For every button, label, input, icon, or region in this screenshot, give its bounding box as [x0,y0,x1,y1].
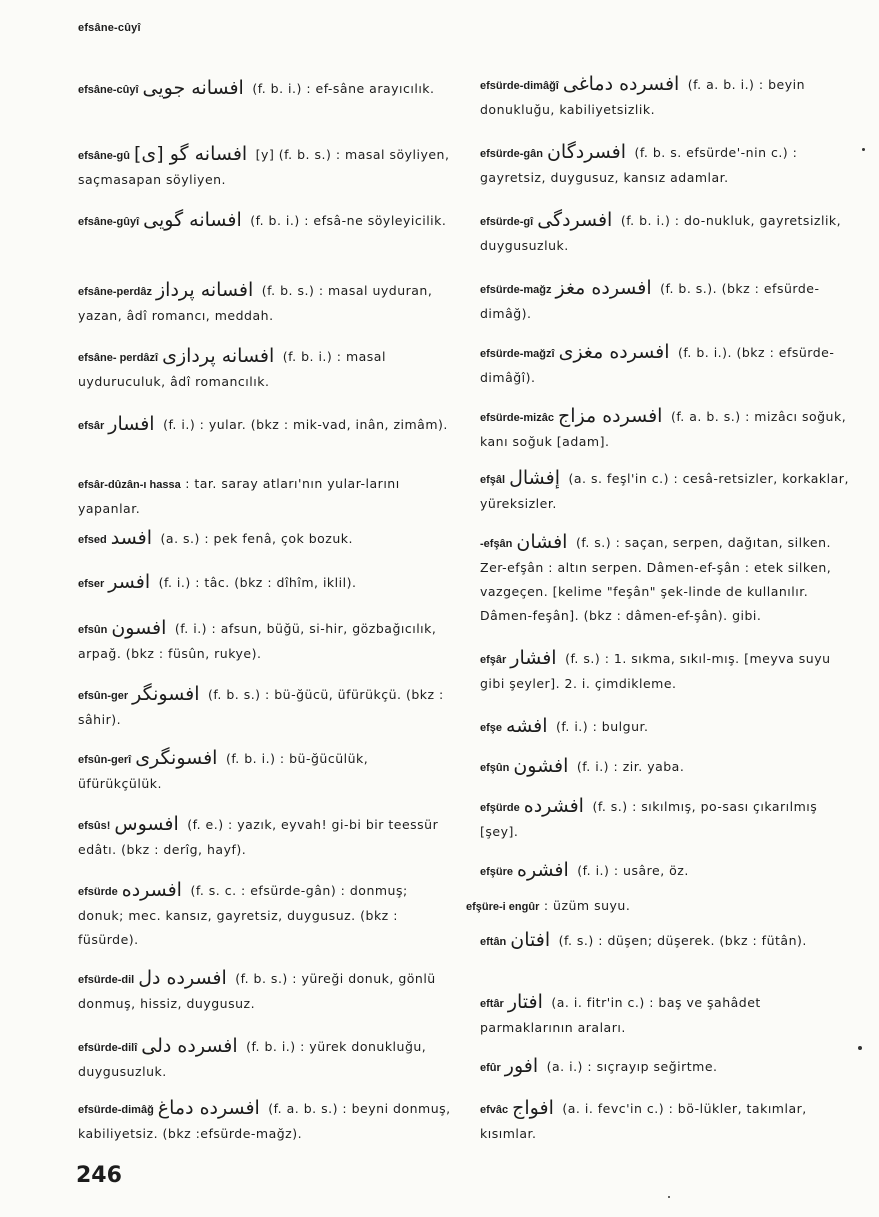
dictionary-entry [78,278,454,328]
dictionary-entry [480,990,852,1040]
dictionary-entry [78,878,454,952]
arabic-script: افشار [510,647,557,669]
headword: efsürde-mağz [480,284,552,296]
headword: efsürde-gî [480,216,534,228]
headword: efşûn [480,762,510,774]
headword: -efşân [480,538,513,550]
definition: (a. s. feşl'in c.) : cesâ-retsizler, korkaklar, yüreksizler. [480,471,849,511]
arabic-script: افسردگان [546,141,627,163]
headword: efsûn-gerî [78,754,132,766]
definition: [y] (f. b. s.) : masal söyliyen, saçmasapan söyliyen. [78,147,450,187]
arabic-script: افسرده دلى [141,1035,238,1057]
headword: efsâne-gûyî [78,216,140,228]
headword: efşâl [480,474,506,486]
dictionary-entry [78,812,454,862]
arabic-script: إفشال [509,467,560,489]
definition: (a. s.) : pek fenâ, çok bozuk. [160,531,354,546]
dictionary-entry [480,530,852,628]
definition: (f. i.) : bulgur. [556,719,649,734]
headword: efsûs! [78,820,111,832]
definition: (f. i.) : yular. (bkz : mik-vad, inân, zimâm). [163,417,448,432]
definition: (f. i.) : tâc. (bkz : dîhîm, iklil). [158,575,357,590]
arabic-script: افسونگر [132,683,200,705]
definition: (f. b. s.) : bü-ğücü, üfürükçü. (bkz : sâhir). [78,687,444,727]
scan-speck [862,148,865,151]
arabic-script: افسرده دل [138,967,227,989]
definition: (a. i. fitr'in c.) : baş ve şahâdet parmaklarının araları. [480,995,761,1035]
dictionary-entry [480,208,852,258]
headword: efşürde [480,802,520,814]
arabic-script: افواج [512,1097,554,1119]
headword: efşâr [480,654,507,666]
headword: efsâne-gû [78,150,130,162]
arabic-script: افشه [506,715,548,737]
dictionary-entry [480,794,852,844]
arabic-script: افشره [517,859,569,881]
dictionary-entry [466,894,838,919]
definition: (f. s.) : düşen; düşerek. (bkz : fütân). [558,933,807,948]
definition: (f. b. s. efsürde'-nin c.) : gayretsiz, duygusuz, kansız adamlar. [480,145,798,185]
dictionary-entry [78,412,454,438]
dictionary-entry [78,570,454,596]
page-number: 246 [76,1163,122,1188]
running-head: efsâne-cûyî [78,22,141,34]
headword: efsürde-mağzî [480,348,555,360]
definition: (f. s. c. : efsürde-gân) : donmuş; donuk; mec. kansız, gayretsiz, duygusuz. (bkz : füsürde). [78,883,408,947]
headword: efsâne-perdâz [78,286,152,298]
headword: eftâr [480,998,504,1010]
headword: efsâne- perdâzî [78,352,159,364]
arabic-script: افسانه گو [ى] [133,143,248,165]
headword: efsürde-gân [480,148,543,160]
definition: : tar. saray atları'nın yular-larını yapanlar. [78,476,400,516]
dictionary-entry [480,858,852,884]
arabic-script: افسد [110,527,153,549]
dictionary-entry [78,526,454,552]
headword: efsürde [78,886,118,898]
definition: (f. b. i.). (bkz : efsürde-dimâğî). [480,345,835,385]
headword: efser [78,578,105,590]
headword: efsürde-dilî [78,1042,138,1054]
arabic-script: افسانه گويى [143,209,242,231]
definition: (f. b. i.) : efsâ-ne söyleyicilik. [250,213,447,228]
arabic-script: افتان [510,929,551,951]
arabic-script: افسوس [114,813,179,835]
arabic-script: افشان [516,531,568,553]
dictionary-entry [78,682,454,732]
dictionary-entry [480,928,852,954]
arabic-script: افسانه پردازى [162,345,275,367]
headword: efsürde-dimâğ [78,1104,154,1116]
dictionary-entry [78,472,454,521]
definition: (a. i.) : sıçrayıp seğirtme. [546,1059,718,1074]
definition: (f. i.) : afsun, büğü, si-hir, gözbağıcılık, arpağ. (bkz : füsûn, rukye). [78,621,437,661]
definition: (f. b. i.) : bü-ğücülük, üfürükçülük. [78,751,369,791]
definition: (f. a. b. s.) : mizâcı soğuk, kanı soğuk [adam]. [480,409,847,449]
definition: (f. e.) : yazık, eyvah! gi-bi bir teessür edâtı. (bkz : derîg, hayf). [78,817,439,857]
dictionary-entry [480,1096,852,1146]
dictionary-entry [480,646,852,696]
arabic-script: افسانه پرداز [155,279,254,301]
arabic-script: افسرده مغز [555,277,652,299]
dictionary-entry [480,276,852,326]
headword: efsûn [78,624,108,636]
dictionary-entry [480,140,852,190]
definition: (f. a. b. s.) : beyni donmuş, kabiliyetsiz. (bkz :efsürde-mağz). [78,1101,451,1141]
headword: efşüre-i engûr [466,901,540,913]
dictionary-entry [480,340,852,390]
definition: (f. i.) : zir. yaba. [576,759,685,774]
definition: : üzüm suyu. [543,898,631,913]
dictionary-entry [78,1096,454,1146]
headword: efsed [78,534,107,546]
arabic-script: افشرده [523,795,584,817]
dictionary-entry [480,754,852,780]
headword: efsâne-cûyî [78,84,139,96]
definition: (f. s.) : 1. sıkma, sıkıl-mış. [meyva suyu gibi şeyler]. 2. i. çimdikleme. [480,651,831,691]
definition: (f. b. i.) : yürek donukluğu, duygusuzluk. [78,1039,427,1079]
headword: efsûn-ger [78,690,129,702]
definition: (f. b. s.). (bkz : efsürde-dimâğ). [480,281,820,321]
headword: efsürde-mizâc [480,412,554,424]
dictionary-entry [78,616,454,666]
definition: (f. b. s.) : masal uyduran, yazan, âdî romancı, meddah. [78,283,433,323]
definition: (f. b. s.) : yüreği donuk, gönlü donmuş, hissiz, duygusuz. [78,971,436,1011]
headword: efsürde-dil [78,974,135,986]
arabic-script: افسرده مزاج [557,405,663,427]
definition: (f. i.) : usâre, öz. [577,863,689,878]
definition: (f. s.) : sıkılmış, po-sası çıkarılmış [şey]. [480,799,818,839]
dictionary-entry [78,746,454,796]
dictionary-entry [78,76,454,102]
arabic-script: افسردگى [537,209,613,231]
dictionary-entry [78,208,454,234]
arabic-script: افسون [111,617,167,639]
arabic-script: افور [504,1055,539,1077]
headword: efşe [480,722,503,734]
dictionary-entry [480,404,852,454]
definition: (f. b. i.) : do-nukluk, gayretsizlik, duygusuzluk. [480,213,842,253]
headword: efsâr [78,420,105,432]
arabic-script: افسرده مغزى [558,341,670,363]
headword: efsürde-dimâğî [480,80,559,92]
headword: efşüre [480,866,514,878]
dictionary-entry [78,1034,454,1084]
dictionary-entry [480,714,852,740]
arabic-script: افسرده دماغ [157,1097,260,1119]
headword: efûr [480,1062,501,1074]
dictionary-entry [480,72,852,122]
arabic-script: افشون [513,755,569,777]
headword: efsâr-dûzân-ı hassa [78,479,181,491]
headword: eftân [480,936,507,948]
scan-speck [668,1196,670,1198]
dictionary-entry [78,344,454,394]
dictionary-entry [78,142,454,192]
arabic-script: افتار [507,991,543,1013]
arabic-script: افسار [108,413,155,435]
dictionary-entry [480,466,852,516]
dictionary-entry [78,966,454,1016]
arabic-script: افسانه جويى [142,77,244,99]
dictionary-entry [480,1054,852,1080]
headword: efvâc [480,1104,509,1116]
definition: (f. b. i.) : masal uyduruculuk, âdî romancılık. [78,349,386,389]
arabic-script: افسر [108,571,151,593]
definition: (a. i. fevc'in c.) : bö-lükler, takımlar, kısımlar. [480,1101,807,1141]
definition: (f. b. i.) : ef-sâne arayıcılık. [252,81,435,96]
scan-speck [858,1046,862,1050]
arabic-script: افسونگرى [135,747,218,769]
arabic-script: افسرده دماغى [562,73,680,95]
arabic-script: افسرده [121,879,182,901]
definition: (f. a. b. i.) : beyin donukluğu, kabiliyetsizlik. [480,77,805,117]
definition: (f. s.) : saçan, serpen, dağıtan, silken. Zer-efşân : altın serpen. Dâmen-ef-şân : etek silken, vazgeçen. [kelime "feşân" şek-linde de kullanılır. Dâmen-feşân]. (bkz : dâmen-ef-şân). gibi. [480,535,832,623]
